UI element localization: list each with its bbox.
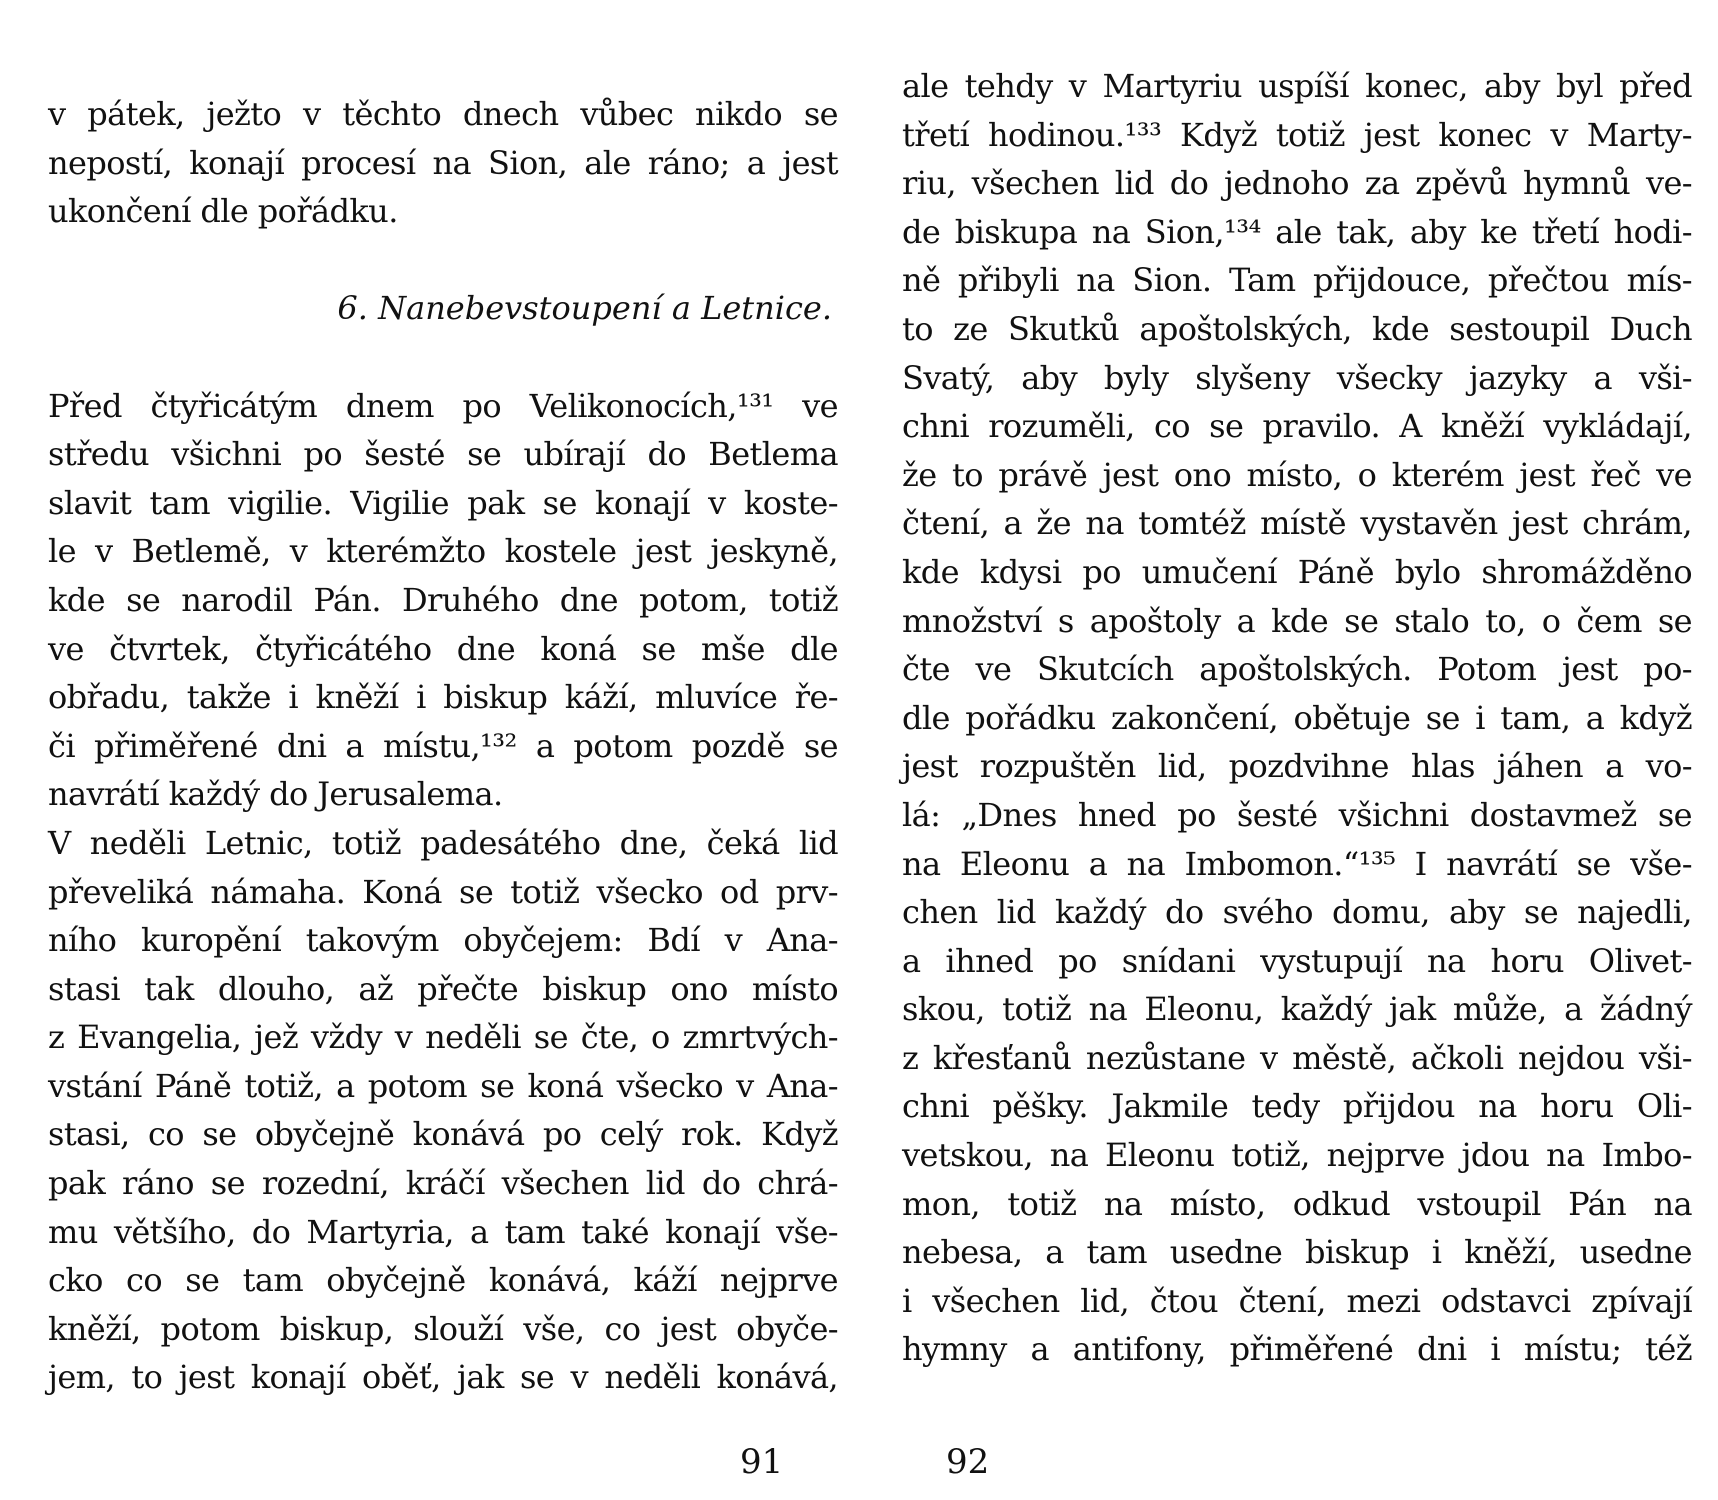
text-line: jem, to jest konají oběť, jak se v neděli konává, xyxy=(48,1358,838,1397)
text-line: kde kdysi po umučení Páně bylo shromážděno xyxy=(902,552,1692,591)
text-line: ve čtvrtek, čtyřicátého dne koná se mše dle xyxy=(48,629,838,668)
text-line: v pátek, ježto v těchto dnech vůbec nikdo se xyxy=(48,95,838,133)
blank-line xyxy=(48,333,838,382)
text-line: chni pěšky. Jakmile tedy přijdou na horu Oli- xyxy=(902,1087,1692,1126)
text-line: třetí hodinou.¹³³ Když totiž jest konec v Marty- xyxy=(902,115,1692,154)
text-line: na Eleonu a na Imbomon.“¹³⁵ I navrátí se vše- xyxy=(902,844,1692,883)
text-line: navrátí každý do Jerusalema. xyxy=(48,775,503,814)
text-line: V neděli Letnic, totiž padesátého dne, čeká lid xyxy=(48,823,838,862)
text-line: skou, totiž na Eleonu, každý jak může, a žádný xyxy=(902,990,1692,1029)
text-line: ně přibyli na Sion. Tam přijdouce, přečtou mís- xyxy=(902,261,1692,300)
text-line: vetskou, na Eleonu totiž, nejprve jdou na Imbo- xyxy=(902,1136,1692,1175)
text-line: cko co se tam obyčejně konává, káží nejprve xyxy=(48,1261,838,1300)
text-line: chni rozuměli, co se pravilo. A kněží vykládají, xyxy=(902,407,1692,446)
text-line: ního kuropění takovým obyčejem: Bdí v Ana- xyxy=(48,921,838,960)
text-line: nepostí, konají procesí na Sion, ale ráno; a jest xyxy=(48,143,838,182)
text-line: Před čtyřicátým dnem po Velikonocích,¹³¹ ve xyxy=(48,386,838,425)
text-line: le v Betlemě, v kterémžto kostele jest jeskyně, xyxy=(48,532,838,571)
text-line: či přiměřené dni a místu,¹³² a potom pozdě se xyxy=(48,726,838,765)
text-line: ukončení dle pořádku. xyxy=(48,192,398,231)
right-page xyxy=(902,0,1692,1500)
text-line: kněží, potom biskup, slouží vše, co jest obyče- xyxy=(48,1309,838,1348)
text-line: převeliká námaha. Koná se totiž všecko od prv- xyxy=(48,872,838,911)
text-line: mon, totiž na místo, odkud vstoupil Pán na xyxy=(902,1184,1692,1223)
text-line: čte ve Skutcích apoštolských. Potom jest po- xyxy=(902,650,1692,689)
text-line: ale tehdy v Martyriu uspíší konec, aby byl před xyxy=(902,67,1692,105)
text-line: stasi, co se obyčejně konává po celý rok. Když xyxy=(48,1115,838,1154)
text-line: jest rozpuštěn lid, pozdvihne hlas jáhen a vo- xyxy=(902,747,1692,786)
text-line: množství s apoštoly a kde se stalo to, o čem se xyxy=(902,601,1692,640)
text-line: nebesa, a tam usedne biskup i kněží, usedne xyxy=(902,1233,1692,1272)
text-line: z křesťanů nezůstane v městě, ačkoli nejdou vši- xyxy=(902,1038,1692,1077)
section-heading: 6. Nanebevstoupení a Letnice. xyxy=(337,289,832,328)
left-page xyxy=(48,0,838,1500)
text-line: obřadu, takže i kněží i biskup káží, mluvíce ře- xyxy=(48,678,838,717)
text-line: a ihned po snídani vystupují na horu Olivet- xyxy=(902,941,1692,980)
text-line: to ze Skutků apoštolských, kde sestoupil Duch xyxy=(902,309,1692,348)
blank-line xyxy=(48,236,838,285)
text-line: i všechen lid, čtou čtení, mezi odstavci zpívají xyxy=(902,1281,1692,1320)
text-line: lá: „Dnes hned po šesté všichni dostavmež se xyxy=(902,795,1692,834)
text-line: dle pořádku zakončení, obětuje se i tam, a když xyxy=(902,698,1692,737)
page-number: 92 xyxy=(946,1442,990,1482)
text-line: chen lid každý do svého domu, aby se najedli, xyxy=(902,893,1692,932)
text-line: hymny a antifony, přiměřené dni i místu; též xyxy=(902,1330,1692,1369)
text-line: riu, všechen lid do jednoho za zpěvů hymnů ve- xyxy=(902,164,1692,203)
text-line: pak ráno se rozední, kráčí všechen lid do chrá- xyxy=(48,1164,838,1203)
right-page-text xyxy=(902,62,1692,1374)
text-line: de biskupa na Sion,¹³⁴ ale tak, aby ke třetí hodi- xyxy=(902,212,1692,251)
text-line: že to právě jest ono místo, o kterém jest řeč ve xyxy=(902,455,1692,494)
text-line: z Evangelia, jež vždy v neděli se čte, o zmrtvých- xyxy=(48,1018,838,1057)
text-line: vstání Páně totiž, a potom se koná všecko v Ana- xyxy=(48,1066,838,1105)
left-page-text xyxy=(48,90,838,1402)
text-line: mu většího, do Martyria, a tam také konají vše- xyxy=(48,1212,838,1251)
text-line: kde se narodil Pán. Druhého dne potom, totiž xyxy=(48,580,838,619)
text-line: čtení, a že na tomtéž místě vystavěn jest chrám, xyxy=(902,504,1692,543)
page-number: 91 xyxy=(740,1442,784,1482)
text-line: slavit tam vigilie. Vigilie pak se konají v koste- xyxy=(48,483,838,522)
text-line: středu všichni po šesté se ubírají do Betlema xyxy=(48,435,838,474)
text-line: Svatý, aby byly slyšeny všecky jazyky a vši- xyxy=(902,358,1692,397)
text-line: stasi tak dlouho, až přečte biskup ono místo xyxy=(48,969,838,1008)
